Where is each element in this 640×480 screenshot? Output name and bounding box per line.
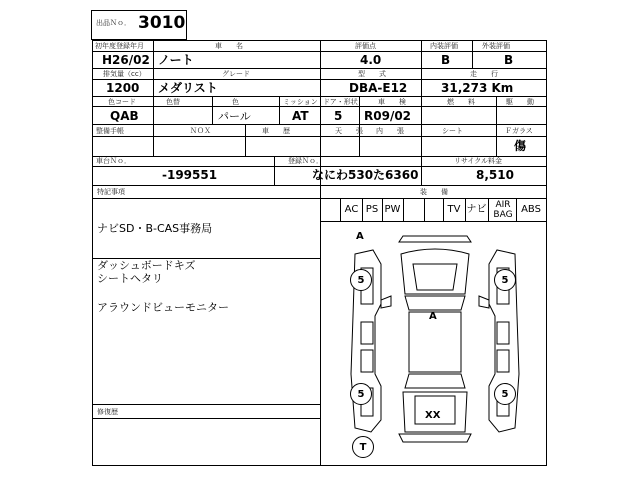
equipment-pw: PW [384, 204, 401, 215]
plate-number-header: 登録Ｎｏ． [288, 157, 323, 165]
plate-number: なにわ530た6360 [312, 168, 419, 182]
roof-lining-header: 天 張 [335, 127, 363, 135]
mission: AT [292, 109, 309, 123]
maintenance-record-header: 整備手帳 [96, 127, 124, 135]
equipment-airbag: AIR BAG [493, 200, 513, 220]
note-line: シートヘタリ [97, 272, 163, 285]
repair-history-header: 修復歴 [97, 408, 118, 416]
nox-header: ＮＯＸ [190, 127, 211, 135]
interior-score-header: 内装評価 [430, 42, 458, 50]
color: パール [218, 110, 251, 123]
inspection-header: 車 検 [378, 98, 406, 106]
mileage-header: 走 行 [470, 70, 498, 78]
notes-header: 特記事項 [97, 188, 125, 196]
type-header: 型 式 [358, 70, 386, 78]
model-header: 車 名 [215, 42, 243, 50]
interior-score: B [441, 53, 451, 67]
mileage: 31,273 Km [441, 81, 514, 95]
drive-header: 駆 動 [506, 98, 534, 106]
seat-header: シート [442, 127, 463, 135]
note-line: ダッシュボードキズ [97, 259, 196, 272]
fuel-header: 燃 料 [447, 98, 475, 106]
note-line: ナビSD・B-CAS事務局 [97, 222, 213, 235]
color-code-header: 色コード [108, 98, 136, 106]
color-code: QAB [110, 109, 139, 123]
overall-score: 4.0 [360, 53, 382, 67]
exterior-score: B [504, 53, 514, 67]
glass-header: Ｆガラス [505, 127, 533, 135]
tire-front-right: 5 [494, 269, 516, 291]
chassis-number: -199551 [162, 168, 218, 182]
year-header: 初年度登録年月 [95, 42, 144, 50]
equipment-ps: PS [365, 204, 379, 215]
car-model: ノート [158, 53, 194, 67]
tire-rear-left: 5 [350, 383, 372, 405]
note-line: アラウンドビューモニター [97, 301, 229, 314]
mission-header: ミッション [283, 98, 318, 106]
spare-tire: T [352, 436, 374, 458]
displacement-header: 排気量（cc） [103, 70, 146, 78]
tire-rear-right: 5 [494, 383, 516, 405]
chassis-number-header: 車台Ｎｏ． [96, 157, 131, 165]
equipment-navi: ナビ [466, 204, 487, 215]
equipment-ac: AC [344, 204, 359, 215]
damage-mark-roof: A [429, 311, 437, 322]
doors-header: ドア・形状 [323, 98, 358, 106]
color-header: 色 [232, 98, 239, 106]
displacement: 1200 [106, 81, 140, 95]
car-diagram [325, 224, 545, 464]
model-type: DBA-E12 [349, 81, 408, 95]
glass-condition: 傷 [514, 139, 527, 153]
exterior-score-header: 外装評価 [482, 42, 510, 50]
inspection-date: R09/02 [364, 109, 412, 123]
lot-number-label: 出品Ｎｏ． [96, 19, 131, 27]
damage-mark-front: A [356, 231, 364, 242]
recycle-fee-header: リサイクル料金 [454, 157, 503, 165]
history-header: 車 歴 [262, 127, 290, 135]
interior-trim-header: 内 張 [376, 127, 404, 135]
first-registration: H26/02 [102, 53, 150, 67]
recycle-fee: 8,510 [476, 168, 514, 182]
lot-number: 3010 [138, 13, 186, 33]
score-header: 評価点 [355, 42, 376, 50]
tire-front-left: 5 [350, 269, 372, 291]
color-change-header: 色替 [166, 98, 180, 106]
equipment-header: 装 備 [420, 188, 448, 196]
doors: 5 [334, 109, 343, 123]
grade: メダリスト [158, 81, 218, 95]
equipment-tv: TV [447, 204, 461, 215]
grade-header: グレード [222, 70, 250, 78]
equipment-abs: ABS [521, 204, 541, 215]
damage-mark-trunk: XX [425, 410, 441, 421]
